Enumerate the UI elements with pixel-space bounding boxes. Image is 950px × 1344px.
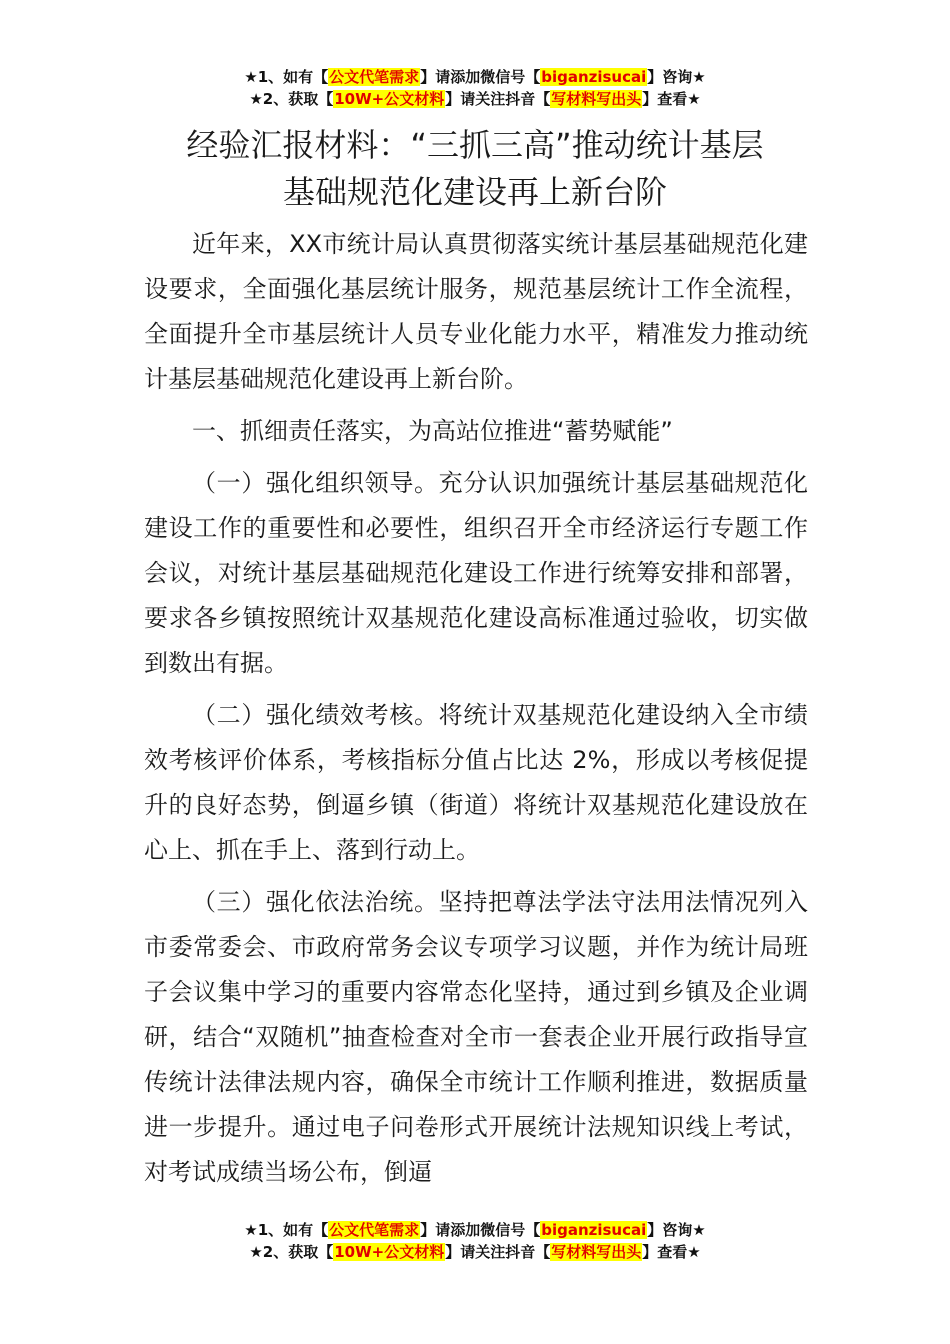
highlight-service: 公文代笔需求: [329, 68, 420, 86]
paragraph-assessment: （二）强化绩效考核。将统计双基规范化建设纳入全市绩效考核评价体系，考核指标分值占比达 2%，形成以考核促提升的良好态势，倒逼乡镇（街道）将统计双基规范化建设放在心上、抓在手上、落到行动上。: [144, 701, 808, 864]
highlight-materials: 10W+公文材料: [334, 90, 445, 108]
paragraph-rule-of-law: （三）强化依法治统。坚持把尊法学法守法用法情况列入市委常委会、市政府常务会议专项学习议题，并作为统计局班子会议集中学习的重要内容常态化坚持，通过到乡镇及企业调研，结合“双随机”抽查检查对全市一套表企业开展行政指导宣传统计法律法规内容，确保全市统计工作顺利推进，数据质量进一步提升。通过电子问卷形式开展统计法规知识线上考试，对考试成绩当场公布，倒逼: [144, 888, 808, 1186]
highlight-materials: 10W+公文材料: [334, 1243, 445, 1261]
title-line-2: 基础规范化建设再上新台阶: [282, 173, 667, 211]
highlight-douyin: 写材料写出头: [551, 90, 642, 108]
highlight-wechat-id: biganzisucai: [541, 68, 647, 86]
highlight-wechat-id: biganzisucai: [541, 1221, 647, 1239]
promo-line-1: ★1、如有【公文代笔需求】请添加微信号【biganzisucai】咨询★: [244, 68, 706, 86]
top-promo-banner: [0, 66, 950, 110]
section-heading: 一、抓细责任落实，为高站位推进“蓄势赋能”: [192, 417, 673, 445]
paragraph-organization: （一）强化组织领导。充分认识加强统计基层基础规范化建设工作的重要性和必要性，组织召开全市经济运行专题工作会议，对统计基层基础规范化建设工作进行统筹安排和部署，要求各乡镇按照统计双基规范化建设高标准通过验收，切实做到数出有据。: [144, 469, 808, 677]
title-line-1: 经验汇报材料：“三抓三高”推动统计基层: [186, 126, 764, 164]
highlight-douyin: 写材料写出头: [551, 1243, 642, 1261]
highlight-service: 公文代笔需求: [329, 1221, 420, 1239]
document-title: [0, 122, 950, 216]
promo-line-1: ★1、如有【公文代笔需求】请添加微信号【biganzisucai】咨询★: [244, 1221, 706, 1239]
document-body: [144, 222, 808, 1202]
promo-line-2: ★2、获取【10W+公文材料】请关注抖音【写材料写出头】查看★: [249, 1243, 701, 1261]
bottom-promo-banner: [0, 1219, 950, 1263]
intro-paragraph: 近年来，XX市统计局认真贯彻落实统计基层基础规范化建设要求，全面强化基层统计服务，规范基层统计工作全流程，全面提升全市基层统计人员专业化能力水平，精准发力推动统计基层基础规范化建设再上新台阶。: [144, 230, 808, 393]
promo-line-2: ★2、获取【10W+公文材料】请关注抖音【写材料写出头】查看★: [249, 90, 701, 108]
